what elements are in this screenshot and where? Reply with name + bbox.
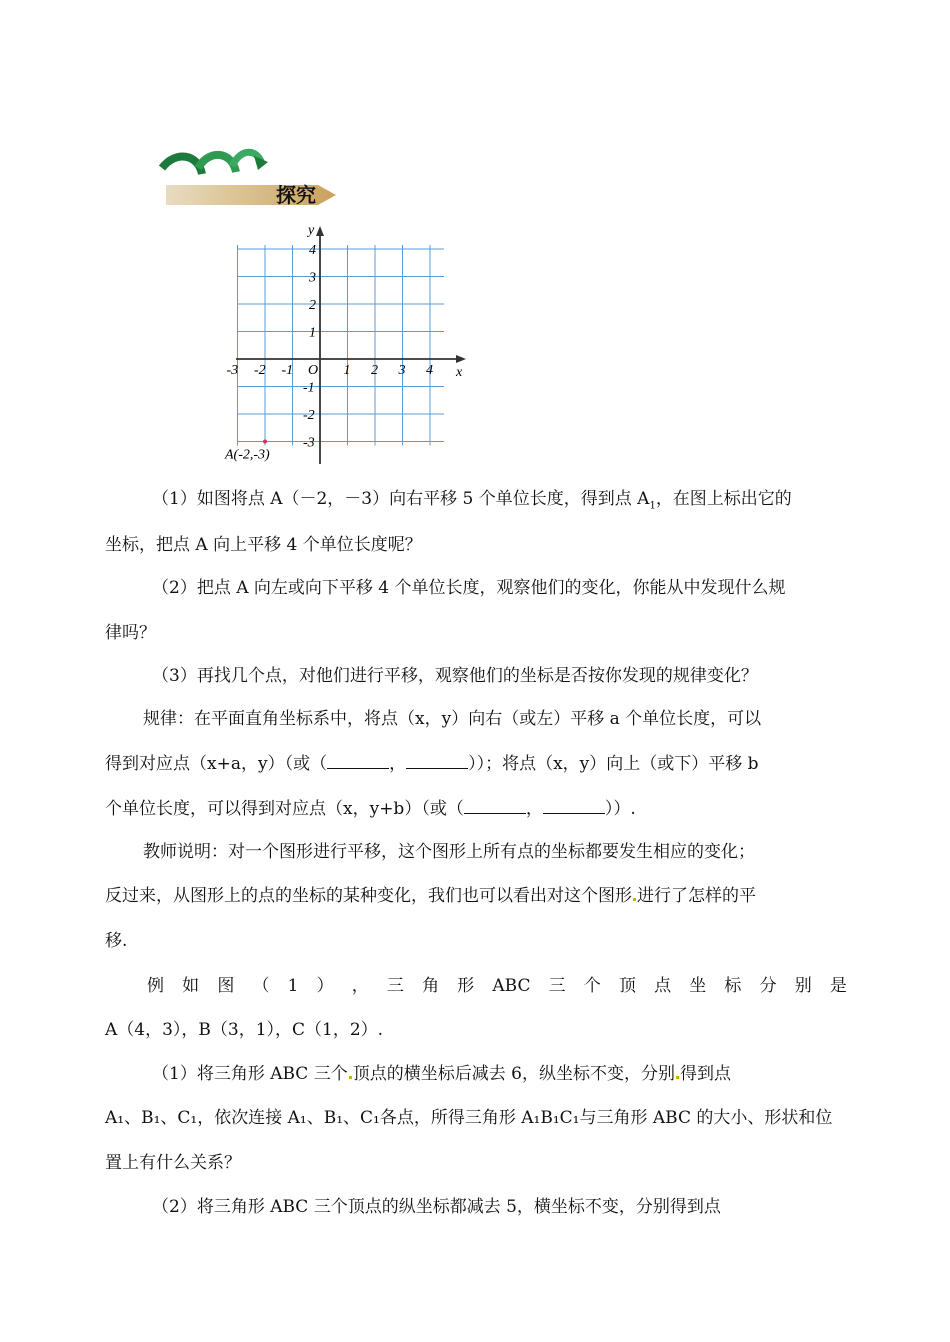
y-tick-label: -2 xyxy=(303,408,315,423)
x-axis-label: x xyxy=(456,365,463,380)
example-word: ） xyxy=(316,976,334,996)
x-tick-label: -2 xyxy=(254,363,266,378)
question-1-line-2: 坐标，把点 A 向上平移 4 个单位长度呢？ xyxy=(105,535,422,555)
coordinate-grid-svg xyxy=(225,218,478,468)
answer-blank-2[interactable] xyxy=(406,751,468,769)
answer-blank-1[interactable] xyxy=(327,751,389,769)
y-tick-label: -3 xyxy=(303,435,315,451)
teacher-note-line-1: 教师说明：对一个图形进行平移，这个图形上所有点的坐标都要发生相应的变化； xyxy=(143,842,755,862)
explore-banner xyxy=(158,140,338,210)
point-a-marker xyxy=(263,440,267,444)
example-word: 图 xyxy=(217,976,235,996)
coordinate-grid xyxy=(225,218,478,468)
example-word: 1 xyxy=(287,976,299,996)
example-word: 三 xyxy=(548,976,566,996)
example-word: （ xyxy=(252,976,270,996)
example-word: 例 xyxy=(147,976,164,996)
question-2-line-1: （2）把点 A 向左或向下平移 4 个单位长度，观察他们的变化，你能从中发现什么规 xyxy=(152,578,786,598)
example-word: 如 xyxy=(182,976,200,996)
example-word: 顶 xyxy=(618,976,636,996)
x-tick-label: 4 xyxy=(426,363,433,378)
example-part-1-line-1: （1）将三角形 ABC 三个 顶点的横坐标后减去 6，纵坐标不变，分别 得到点 xyxy=(152,1064,731,1084)
y-tick-label: 4 xyxy=(309,243,316,258)
y-tick-label: 2 xyxy=(309,298,316,313)
y-axis-arrow xyxy=(316,226,324,236)
x-tick-label: 3 xyxy=(398,363,406,378)
example-word: 标 xyxy=(724,976,742,996)
x-tick-label: -3 xyxy=(226,363,239,378)
point-a-label: A(-2,-3) xyxy=(225,447,270,463)
example-word: 是 xyxy=(829,976,847,996)
example-word: 角 xyxy=(422,976,440,996)
example-part-1-line-3: 置上有什么关系？ xyxy=(105,1153,241,1173)
teacher-note-line-3: 移. xyxy=(105,931,128,951)
answer-blank-4[interactable] xyxy=(543,796,605,814)
example-word: 点 xyxy=(654,976,672,996)
banner-arrows-graphic xyxy=(158,140,338,210)
y-tick-label: 1 xyxy=(309,325,316,341)
question-2-line-2: 律吗？ xyxy=(105,623,156,643)
example-part-2-line-1: （2）将三角形 ABC 三个顶点的纵坐标都减去 5，横坐标不变，分别得到点 xyxy=(152,1197,721,1217)
question-3: （3）再找几个点，对他们进行平移，观察他们的坐标是否按你发现的规律变化？ xyxy=(152,666,758,686)
origin-label: O xyxy=(308,363,319,378)
teacher-note-line-2: 反过来，从图形上的点的坐标的某种变化，我们也可以看出对这个图形 进行了怎样的平 xyxy=(105,886,756,906)
example-word: 形 xyxy=(457,976,475,996)
x-axis-arrow xyxy=(456,355,466,363)
banner-title: 探究 xyxy=(276,183,316,207)
grid-lines xyxy=(238,245,445,446)
example-word: 坐 xyxy=(689,976,707,996)
question-1-line-1: （1）如图将点 A（－2，－3）向右平移 5 个单位长度，得到点 $A_1$，在图上标出它的 xyxy=(152,489,792,512)
example-line-1 xyxy=(105,974,847,999)
example-word: ABC xyxy=(492,976,531,996)
example-word: 别 xyxy=(794,976,812,996)
answer-blank-3[interactable] xyxy=(464,796,526,814)
y-axis-label: y xyxy=(308,223,315,238)
y-tick-label: -1 xyxy=(303,380,315,396)
example-part-1-line-2: A₁、B₁、C₁，依次连接 A₁、B₁、C₁各点，所得三角形 A₁B₁C₁与三角形 ABC 的大小、形状和位 xyxy=(105,1108,833,1128)
y-tick-label: 3 xyxy=(309,270,316,286)
example-line-2: A（4，3），B（3，1），C（1，2）. xyxy=(105,1020,384,1040)
rule-line-1: 规律：在平面直角坐标系中，将点（x，y）向右（或左）平移 a 个单位长度，可以 xyxy=(143,709,762,729)
rule-line-3: 个单位长度，可以得到对应点（x，y+b）（或（ ， ））. xyxy=(105,796,847,822)
example-word: 个 xyxy=(583,976,601,996)
x-tick-label: -1 xyxy=(281,363,294,378)
example-word: 三 xyxy=(386,976,404,996)
x-tick-label: 2 xyxy=(371,363,378,378)
example-word: 分 xyxy=(759,976,777,996)
x-tick-label: 1 xyxy=(343,363,351,378)
rule-line-2: 得到对应点（x+a，y）（或（ ， ））；将点（x，y）向上（或下）平移 b xyxy=(105,751,847,777)
example-word: ， xyxy=(351,976,369,996)
